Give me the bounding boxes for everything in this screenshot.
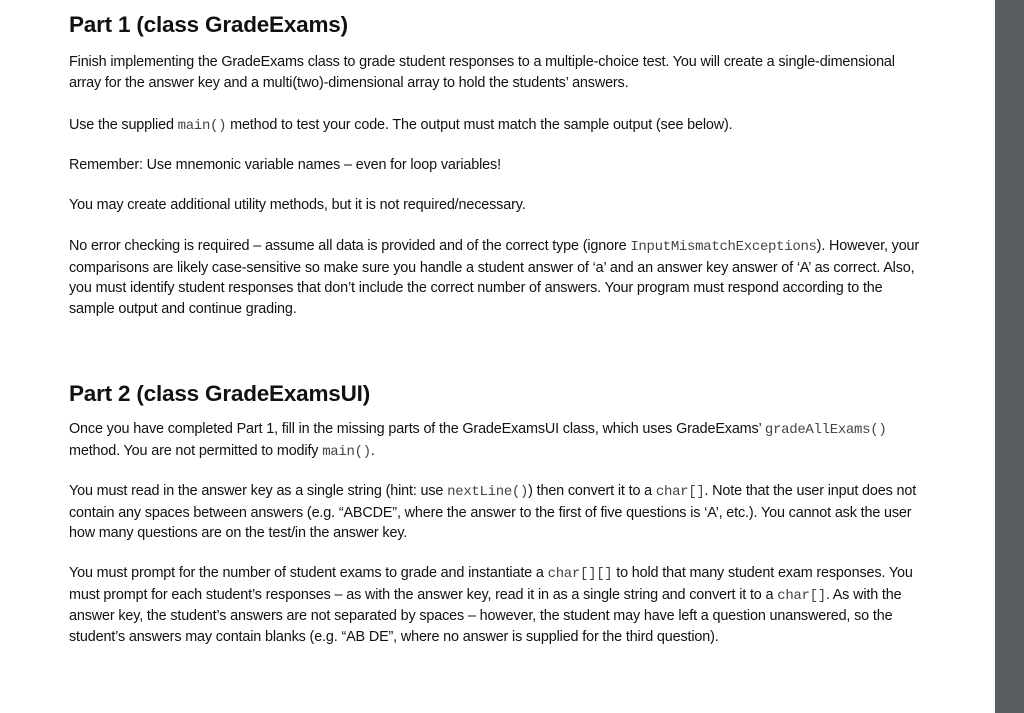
- part1-intro-text: Finish implementing the GradeExams class to grade student responses to a multiple-choice test. You will create a single-dimensional array for the answer key and a multi(two)-dimensional array to hold the students’ answers.: [69, 54, 895, 91]
- part2-paragraph-intro: [69, 419, 929, 462]
- code-char-2d-array: char[][]: [547, 566, 613, 582]
- text: You must read in the answer key as a single string (hint: use: [69, 483, 448, 499]
- part1-paragraph-intro: [69, 52, 929, 93]
- part1-paragraph-reminder: Remember: Use mnemonic variable names – even for loop variables!: [69, 157, 501, 173]
- text: method. You are not permitted to modify: [69, 442, 323, 459]
- code-grade-all-exams: gradeAllExams(): [764, 422, 887, 438]
- part2-paragraph-student-exams: [69, 563, 929, 647]
- code-char-array: char[]: [655, 484, 705, 500]
- text: Once you have completed Part 1, fill in the missing parts of the GradeExamsUI class, which uses GradeExams’: [69, 421, 765, 437]
- text: to hold that many student exam responses. You must prompt for each student’s responses – as with the answer key, read it in as a single string and convert it to a: [69, 565, 913, 603]
- part2-heading: Part 2 (class GradeExamsUI): [69, 381, 371, 406]
- code-char-array: char[]: [777, 587, 826, 604]
- text: Use the supplied: [69, 117, 178, 133]
- part1-paragraph-utility: You may create additional utility methods, but it is not required/necessary.: [69, 197, 526, 213]
- code-main: main(): [322, 443, 371, 460]
- text: . Note that the user input does not contain any spaces between answers (e.g. “ABCDE”, where the answer to the first of five questions is ‘A’, etc.). You cannot ask the user how many questions are on the test/in the answer key.: [69, 483, 917, 542]
- code-main: main(): [177, 118, 227, 134]
- text: No error checking is required – assume all data is provided and of the correct type (ignore: [69, 238, 631, 254]
- text: ). However, your comparisons are likely case-sensitive so make sure you handle a student answer of ‘a’ and an answer key answer of ‘A’ as correct. Also, you must identify student responses that don’t include the correct number of answers. Your program must respond according to the sample output and continue grading.: [69, 238, 920, 317]
- code-input-mismatch: InputMismatchExceptions: [630, 239, 817, 255]
- part1-heading: Part 1 (class GradeExams): [69, 12, 348, 37]
- text: method to test your code. The output must match the sample output (see below).: [226, 117, 733, 133]
- code-next-line: nextLine(): [447, 484, 529, 500]
- part1-paragraph-main: [69, 115, 929, 137]
- text: . As with the answer key, the student’s answers are not separated by spaces – however, the student may have left a question unanswered, so the student’s answers may contain blanks (e.g. “AB DE”, where no answer is supplied for the third question).: [69, 586, 902, 645]
- part2-paragraph-answer-key: [69, 481, 929, 544]
- part1-paragraph-error-checking: [69, 236, 929, 319]
- text: You must prompt for the number of student exams to grade and instantiate a: [69, 565, 548, 581]
- viewer-side-panel: [995, 0, 1024, 713]
- text: ) then convert it to a: [528, 483, 656, 499]
- text: .: [370, 442, 375, 459]
